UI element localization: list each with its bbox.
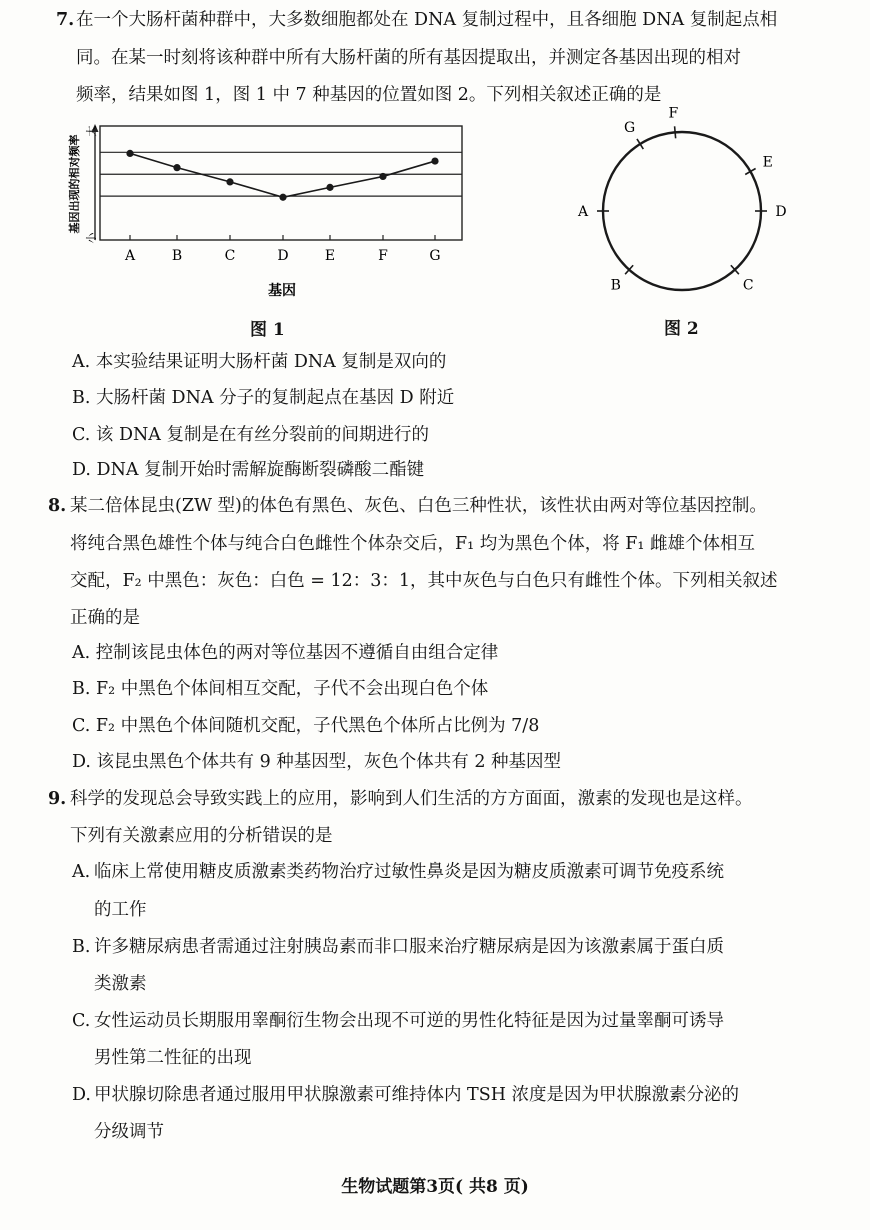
- q9-option-a-letter: A.: [72, 862, 91, 882]
- q9-option-c-line-1: 女性运动员长期服用睾酮衍生物会出现不可逆的男性化特征是因为过量睾酮可诱导: [94, 1011, 724, 1031]
- q8-stem-line-4: 正确的是: [70, 608, 140, 628]
- y-axis-high-label: 大: [85, 125, 98, 137]
- gene-label-b: B: [610, 277, 621, 294]
- gene-label-f: F: [668, 105, 679, 122]
- gene-label-g: G: [623, 120, 636, 137]
- q9-option-c-line-2: 男性第二性征的出现: [94, 1048, 252, 1068]
- x-tick-label-c: C: [224, 248, 236, 264]
- q9-option-c-letter: C.: [72, 1011, 91, 1031]
- data-point-g: [431, 157, 438, 164]
- gene-label-c: C: [742, 277, 754, 294]
- q8-option-d: D. 该昆虫黑色个体共有 9 种基因型，灰色个体共有 2 种基因型: [72, 752, 562, 772]
- q9-option-a-line-2: 的工作: [94, 900, 147, 920]
- q8-stem-line-3: 交配，F₂ 中黑色：灰色：白色 = 12：3：1，其中灰色与白色只有雌性个体。下列相关叙述: [70, 571, 778, 591]
- frequency-line: [130, 153, 435, 197]
- figure-1-chart: [70, 118, 470, 308]
- q7-stem-line-2: 同。在某一时刻将该种群中所有大肠杆菌的所有基因提取出，并测定各基因出现的相对: [76, 48, 741, 68]
- figure-1-caption: 图 1: [250, 320, 285, 340]
- x-tick-label-g: G: [429, 248, 441, 264]
- data-point-f: [379, 173, 386, 180]
- q7-option-b: B. 大肠杆菌 DNA 分子的复制起点在基因 D 附近: [72, 388, 455, 408]
- q7-stem-line-3: 频率，结果如图 1，图 1 中 7 种基因的位置如图 2。下列相关叙述正确的是: [76, 85, 662, 105]
- data-point-a: [126, 150, 133, 157]
- x-tick-label-f: F: [378, 248, 388, 264]
- data-point-b: [173, 164, 180, 171]
- q9-option-b-line-2: 类激素: [94, 974, 147, 994]
- q9-stem-line-1: 科学的发现总会导致实践上的应用，影响到人们生活的方方面面，激素的发现也是这样。: [70, 789, 753, 809]
- q8-option-b: B. F₂ 中黑色个体间相互交配，子代不会出现白色个体: [72, 679, 489, 699]
- q8-stem-line-1: 某二倍体昆虫(ZW 型)的体色有黑色、灰色、白色三种性状，该性状由两对等位基因控制。: [70, 496, 767, 516]
- x-tick-label-e: E: [324, 248, 336, 264]
- q9-option-d-line-2: 分级调节: [94, 1122, 164, 1142]
- q9-stem-line-2: 下列有关激素应用的分析错误的是: [70, 826, 333, 846]
- x-axis-title: 基因: [268, 283, 296, 299]
- gene-label-a: A: [577, 204, 589, 220]
- y-axis-low-label: 小: [85, 232, 98, 244]
- q9-option-a-line-1: 临床上常使用糖皮质激素类药物治疗过敏性鼻炎是因为糖皮质激素可调节免疫系统: [94, 862, 724, 882]
- gene-label-d: D: [775, 204, 787, 220]
- data-point-c: [226, 178, 233, 185]
- figure-2-circle: [575, 105, 795, 315]
- data-point-d: [279, 194, 286, 201]
- q7-option-c: C. 该 DNA 复制是在有丝分裂前的间期进行的: [72, 425, 429, 445]
- gene-mark-f: [675, 126, 676, 138]
- x-tick-label-a: A: [124, 248, 136, 264]
- q9-option-d-line-1: 甲状腺切除患者通过服用甲状腺激素可维持体内 TSH 浓度是因为甲状腺激素分泌的: [94, 1085, 740, 1105]
- q8-stem-line-2: 将纯合黑色雄性个体与纯合白色雌性个体杂交后，F₁ 均为黑色个体，将 F₁ 雌雄个体相互: [70, 534, 756, 554]
- q9-option-d-letter: D.: [72, 1085, 91, 1105]
- gene-label-e: E: [762, 154, 773, 171]
- x-tick-label-b: B: [171, 248, 183, 264]
- y-axis-title: 基因出现的相对频率: [68, 134, 81, 234]
- q7-option-a: A. 本实验结果证明大肠杆菌 DNA 复制是双向的: [72, 352, 447, 372]
- data-point-e: [326, 184, 333, 191]
- page-footer: 生物试题第3页( 共8 页): [341, 1177, 529, 1197]
- x-tick-label-d: D: [277, 248, 289, 264]
- q8-option-c: C. F₂ 中黑色个体间随机交配，子代黑色个体所占比例为 7/8: [72, 716, 540, 736]
- q8-option-a: A. 控制该昆虫体色的两对等位基因不遵循自由组合定律: [72, 643, 499, 663]
- figure-2-caption: 图 2: [664, 319, 699, 339]
- q7-stem-line-1: 在一个大肠杆菌种群中，大多数细胞都处在 DNA 复制过程中，且各细胞 DNA 复制起点相: [76, 10, 778, 30]
- q9-option-b-letter: B.: [72, 937, 91, 957]
- q7-number: 7.: [56, 10, 75, 30]
- q9-option-b-line-1: 许多糖尿病患者需通过注射胰岛素而非口服来治疗糖尿病是因为该激素属于蛋白质: [94, 937, 724, 957]
- q9-number: 9.: [48, 789, 67, 809]
- q8-number: 8.: [48, 496, 67, 516]
- chromosome-circle: [603, 132, 761, 290]
- q7-option-d: D. DNA 复制开始时需解旋酶断裂磷酸二酯键: [72, 460, 425, 480]
